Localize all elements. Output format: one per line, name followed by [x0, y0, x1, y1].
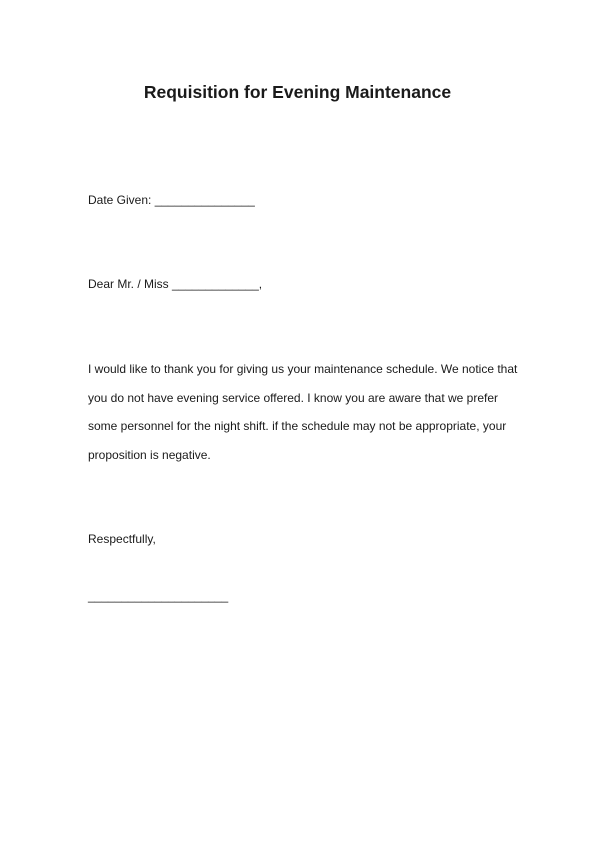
- salutation-line: Dear Mr. / Miss _____________,: [88, 277, 263, 291]
- body-line: some personnel for the night shift. if the schedule may not be appropriate, your: [88, 419, 507, 433]
- closing-line: Respectfully,: [88, 532, 156, 546]
- signature-line: _____________________: [88, 589, 229, 603]
- document-title: Requisition for Evening Maintenance: [143, 82, 452, 102]
- date-given-line: Date Given: _______________: [88, 193, 255, 207]
- body-line: you do not have evening service offered. I know you are aware that we prefer: [88, 390, 499, 405]
- letter-body: [88, 362, 528, 476]
- body-line: I would like to thank you for giving us your maintenance schedule. We notice that: [88, 362, 518, 376]
- body-line: proposition is negative.: [88, 447, 211, 462]
